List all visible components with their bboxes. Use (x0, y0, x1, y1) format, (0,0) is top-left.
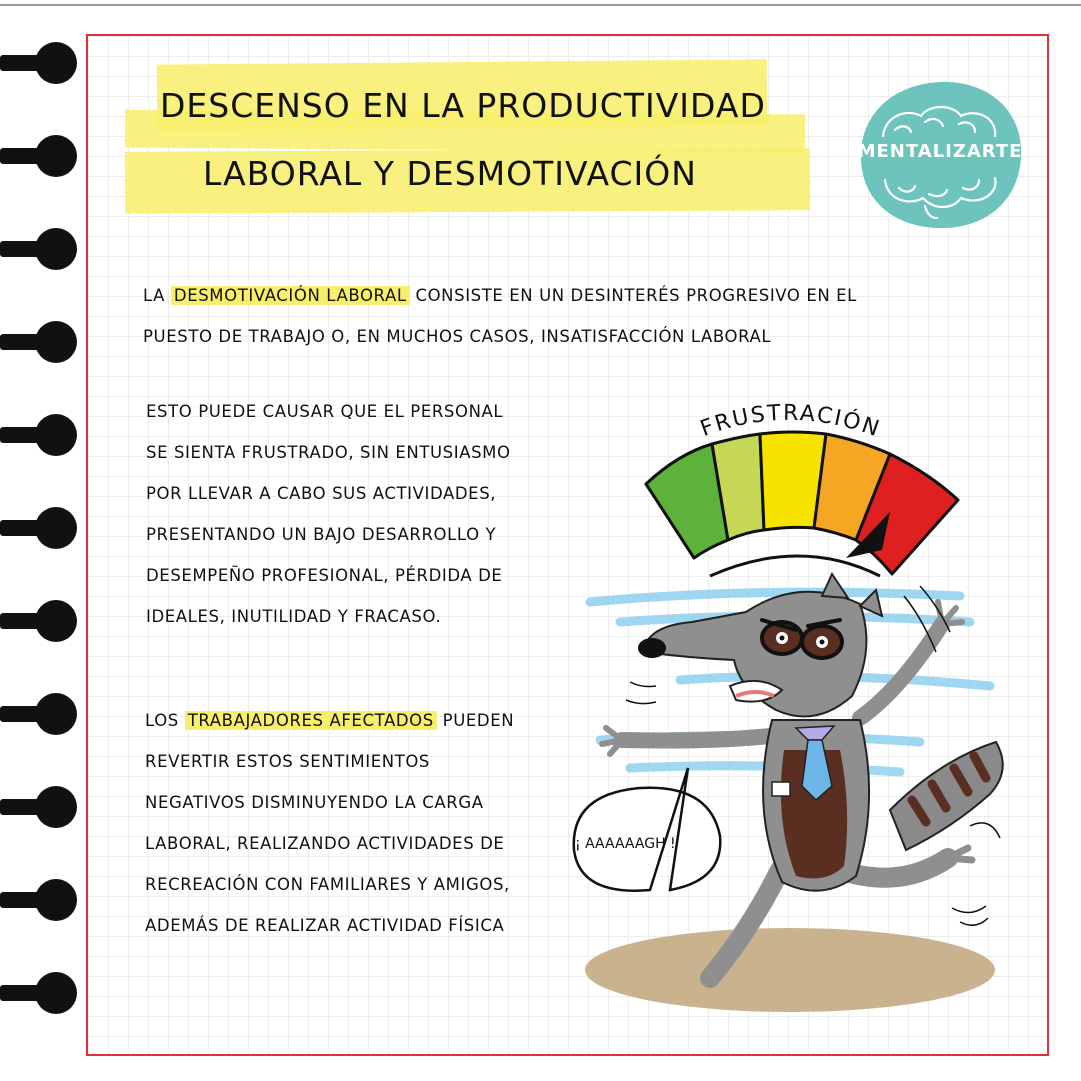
notebook-ring-icon (0, 319, 80, 365)
notebook-ring-icon (0, 226, 80, 272)
id-badge (772, 782, 790, 796)
notebook-ring-icon (0, 40, 80, 86)
notebook-ring-icon (0, 970, 80, 1016)
intro-pre: LA (143, 286, 171, 305)
ground-shadow (585, 928, 995, 1012)
intro-line-2: PUESTO DE TRABAJO O, EN MUCHOS CASOS, INSATISFACCIÓN LABORAL (143, 327, 772, 346)
effects-line-3: POR LLEVAR A CABO SUS ACTIVIDADES, (146, 484, 497, 503)
solution-highlight: TRABAJADORES AFECTADOS (185, 711, 437, 730)
notebook-ring-icon (0, 505, 80, 551)
solution-line-6: ADEMÁS DE REALIZAR ACTIVIDAD FÍSICA (145, 916, 505, 935)
solution-line-5: RECREACIÓN CON FAMILIARES Y AMIGOS, (145, 875, 510, 894)
notebook-ring-icon (0, 412, 80, 458)
page-title-line-1: DESCENSO EN LA PRODUCTIVIDAD (160, 86, 766, 125)
speech-bubble-text: ¡ AAAAAAGH ! (575, 836, 676, 852)
top-divider-line (0, 4, 1081, 6)
effects-line-4: PRESENTANDO UN BAJO DESARROLLO Y (146, 525, 497, 544)
intro-highlight: DESMOTIVACIÓN LABORAL (171, 286, 410, 305)
effects-line-6: IDEALES, INUTILIDAD Y FRACASO. (146, 607, 442, 626)
solution-post: PUEDEN (436, 711, 515, 730)
page-title-line-2: LABORAL Y DESMOTIVACIÓN (203, 154, 697, 193)
effects-line-1: ESTO PUEDE CAUSAR QUE EL PERSONAL (146, 402, 504, 421)
notebook-ring-icon (0, 691, 80, 737)
solution-line-3: NEGATIVOS DISMINUYENDO LA CARGA (145, 793, 484, 812)
meter-label: FRUSTRACIÓN (697, 400, 884, 443)
intro-post: CONSISTE EN UN DESINTERÉS PROGRESIVO EN EL (409, 286, 857, 305)
notebook-ring-icon (0, 598, 80, 644)
logo-text: MENTALIZARTE (857, 141, 1023, 162)
effects-line-2: SE SIENTA FRUSTRADO, SIN ENTUSIASMO (146, 443, 511, 462)
raccoon-nose (638, 638, 666, 658)
notebook-ring-icon (0, 784, 80, 830)
raccoon-tail (890, 742, 1003, 850)
notebook-ring-icon (0, 877, 80, 923)
mentalizarte-logo (855, 78, 1025, 233)
frustrated-raccoon-illustration (560, 390, 1040, 1030)
frustration-meter (646, 432, 958, 574)
intro-line-1 (143, 286, 857, 305)
notebook-ring-icon (0, 133, 80, 179)
speech-bubble (574, 768, 720, 891)
solution-pre: LOS (145, 711, 185, 730)
solution-line-4: LABORAL, REALIZANDO ACTIVIDADES DE (145, 834, 505, 853)
solution-line-2: REVERTIR ESTOS SENTIMIENTOS (145, 752, 431, 771)
solution-line-1 (145, 711, 514, 730)
effects-line-5: DESEMPEÑO PROFESIONAL, PÉRDIDA DE (146, 566, 503, 585)
